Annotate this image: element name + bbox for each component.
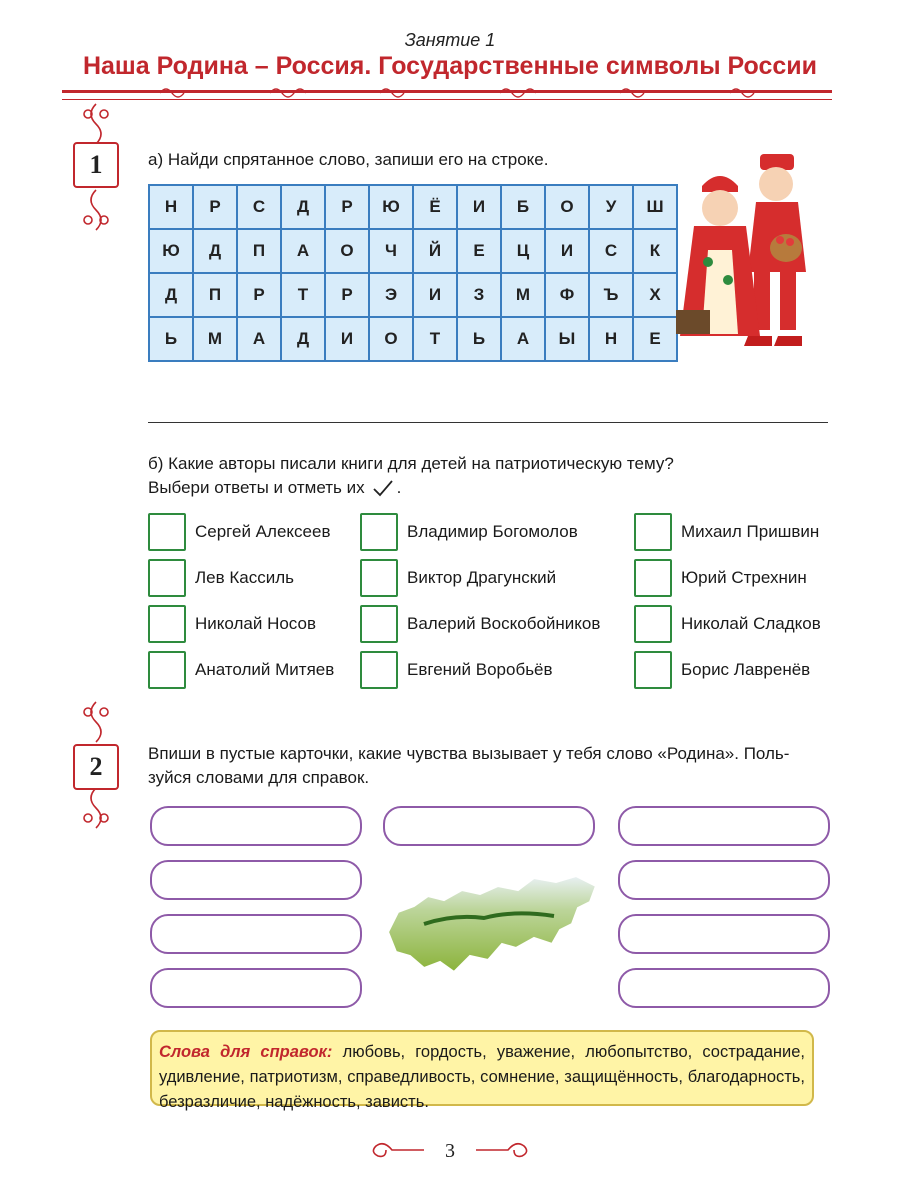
task2-text-line2: зуйся словами для справок. bbox=[148, 768, 370, 787]
grid-cell: Е bbox=[458, 230, 500, 272]
grid-cell: Ъ bbox=[590, 274, 632, 316]
russia-map-illustration bbox=[384, 872, 604, 978]
grid-cell: Т bbox=[282, 274, 324, 316]
author-checkbox[interactable] bbox=[634, 651, 672, 689]
author-name: Михаил Пришвин bbox=[681, 522, 820, 541]
grid-cell: Н bbox=[150, 186, 192, 228]
grid-cell: О bbox=[370, 318, 412, 360]
author-checkbox[interactable] bbox=[360, 559, 398, 597]
part-b-question: б) Какие авторы писали книги для детей на патриотическую тему? bbox=[148, 454, 674, 473]
grid-cell: К bbox=[634, 230, 676, 272]
feeling-card[interactable] bbox=[150, 968, 362, 1008]
page-title: Наша Родина – Россия. Государственные символы России bbox=[82, 52, 818, 80]
author-name: Борис Лавренёв bbox=[681, 660, 811, 679]
grid-cell: Ч bbox=[370, 230, 412, 272]
lesson-label: Занятие 1 bbox=[404, 30, 496, 50]
author-option[interactable] bbox=[148, 604, 334, 644]
feeling-card[interactable] bbox=[150, 914, 362, 954]
task2-number: 2 bbox=[73, 744, 119, 790]
authors-column-3 bbox=[634, 512, 821, 690]
author-option[interactable] bbox=[634, 512, 821, 552]
reference-words-box bbox=[150, 1030, 814, 1111]
authors-column-2 bbox=[360, 512, 600, 690]
task2-text-line1: Впиши в пустые карточки, какие чувства вызывает у тебя слово «Родина». Поль- bbox=[148, 744, 790, 763]
grid-cell: М bbox=[502, 274, 544, 316]
task1-part-a: а) Найди спрятанное слово, запиши его на строке. bbox=[148, 150, 549, 169]
grid-cell: Р bbox=[194, 186, 236, 228]
footer-ornament-left bbox=[366, 1138, 426, 1162]
reference-words-list: любовь, гордость, уважение, любопытство, сострадание, удивление, патриотизм, справедливость, сомнение, защищённость, благодарность, безразличие, надёжность, зависть. bbox=[159, 1043, 805, 1111]
author-option[interactable] bbox=[360, 604, 600, 644]
author-name: Анатолий Митяев bbox=[195, 660, 335, 679]
author-option[interactable] bbox=[148, 650, 334, 690]
grid-cell: П bbox=[238, 230, 280, 272]
grid-cell: Д bbox=[194, 230, 236, 272]
grid-cell: Э bbox=[370, 274, 412, 316]
author-option[interactable] bbox=[360, 650, 600, 690]
grid-cell: П bbox=[194, 274, 236, 316]
grid-cell: С bbox=[590, 230, 632, 272]
grid-cell: Ю bbox=[150, 230, 192, 272]
footer-ornament-right bbox=[474, 1138, 534, 1162]
grid-cell: Р bbox=[326, 186, 368, 228]
author-name: Валерий Воскобойников bbox=[407, 614, 601, 633]
author-checkbox[interactable] bbox=[148, 513, 186, 551]
grid-cell: С bbox=[238, 186, 280, 228]
grid-cell: А bbox=[282, 230, 324, 272]
author-option[interactable] bbox=[148, 558, 334, 598]
author-checkbox[interactable] bbox=[360, 651, 398, 689]
grid-cell: У bbox=[590, 186, 632, 228]
answer-line[interactable] bbox=[148, 422, 828, 423]
page-number: 3 bbox=[445, 1140, 455, 1162]
grid-cell: Ш bbox=[634, 186, 676, 228]
author-checkbox[interactable] bbox=[634, 559, 672, 597]
grid-cell: А bbox=[238, 318, 280, 360]
grid-cell: Д bbox=[282, 186, 324, 228]
word-search-grid bbox=[148, 184, 678, 362]
grid-cell: И bbox=[326, 318, 368, 360]
part-b-instruction-end: . bbox=[396, 478, 402, 497]
checkmark-icon bbox=[371, 479, 395, 497]
author-option[interactable] bbox=[360, 558, 600, 598]
author-option[interactable] bbox=[360, 512, 600, 552]
children-illustration bbox=[668, 150, 818, 360]
grid-cell: Д bbox=[150, 274, 192, 316]
part-b-instruction-text: Выбери ответы и отметь их bbox=[148, 478, 365, 497]
grid-cell: Ю bbox=[370, 186, 412, 228]
authors-column-1 bbox=[148, 512, 334, 690]
grid-cell: Н bbox=[590, 318, 632, 360]
grid-cell: Ы bbox=[546, 318, 588, 360]
author-checkbox[interactable] bbox=[360, 605, 398, 643]
author-checkbox[interactable] bbox=[360, 513, 398, 551]
grid-cell: М bbox=[194, 318, 236, 360]
author-name: Сергей Алексеев bbox=[195, 522, 331, 541]
grid-cell: Ф bbox=[546, 274, 588, 316]
grid-cell: А bbox=[502, 318, 544, 360]
grid-cell: И bbox=[458, 186, 500, 228]
reference-words-label: Слова для справок: bbox=[159, 1043, 333, 1061]
task1-part-b bbox=[148, 452, 674, 500]
feeling-card[interactable] bbox=[618, 968, 830, 1008]
grid-cell: Ц bbox=[502, 230, 544, 272]
author-checkbox[interactable] bbox=[148, 605, 186, 643]
author-option[interactable] bbox=[634, 558, 821, 598]
feeling-card[interactable] bbox=[383, 806, 595, 846]
grid-cell: Й bbox=[414, 230, 456, 272]
grid-cell: Р bbox=[326, 274, 368, 316]
author-checkbox[interactable] bbox=[634, 513, 672, 551]
author-option[interactable] bbox=[634, 650, 821, 690]
grid-cell: О bbox=[326, 230, 368, 272]
author-option[interactable] bbox=[148, 512, 334, 552]
author-checkbox[interactable] bbox=[634, 605, 672, 643]
grid-cell: Х bbox=[634, 274, 676, 316]
task1-number: 1 bbox=[73, 142, 119, 188]
author-name: Владимир Богомолов bbox=[407, 522, 578, 541]
grid-cell: Ь bbox=[458, 318, 500, 360]
grid-cell: Т bbox=[414, 318, 456, 360]
feeling-card[interactable] bbox=[618, 806, 830, 846]
feeling-card[interactable] bbox=[150, 860, 362, 900]
part-b-instruction bbox=[148, 476, 674, 500]
feeling-card[interactable] bbox=[618, 860, 830, 900]
author-name: Евгений Воробьёв bbox=[407, 660, 553, 679]
feeling-card[interactable] bbox=[618, 914, 830, 954]
author-name: Николай Сладков bbox=[681, 614, 821, 633]
grid-cell: Е bbox=[634, 318, 676, 360]
grid-cell: З bbox=[458, 274, 500, 316]
author-option[interactable] bbox=[634, 604, 821, 644]
author-name: Лев Кассиль bbox=[195, 568, 294, 587]
grid-cell: Б bbox=[502, 186, 544, 228]
author-name: Николай Носов bbox=[195, 614, 316, 633]
grid-cell: Д bbox=[282, 318, 324, 360]
author-name: Виктор Драгунский bbox=[407, 568, 557, 587]
task2-instructions bbox=[148, 742, 828, 790]
grid-cell: И bbox=[414, 274, 456, 316]
grid-cell: И bbox=[546, 230, 588, 272]
author-checkbox[interactable] bbox=[148, 651, 186, 689]
grid-cell: Р bbox=[238, 274, 280, 316]
author-checkbox[interactable] bbox=[148, 559, 186, 597]
grid-cell: Ё bbox=[414, 186, 456, 228]
feeling-card[interactable] bbox=[150, 806, 362, 846]
author-name: Юрий Стрехнин bbox=[681, 568, 807, 587]
ornament-band bbox=[150, 84, 770, 102]
grid-cell: О bbox=[546, 186, 588, 228]
grid-cell: Ь bbox=[150, 318, 192, 360]
